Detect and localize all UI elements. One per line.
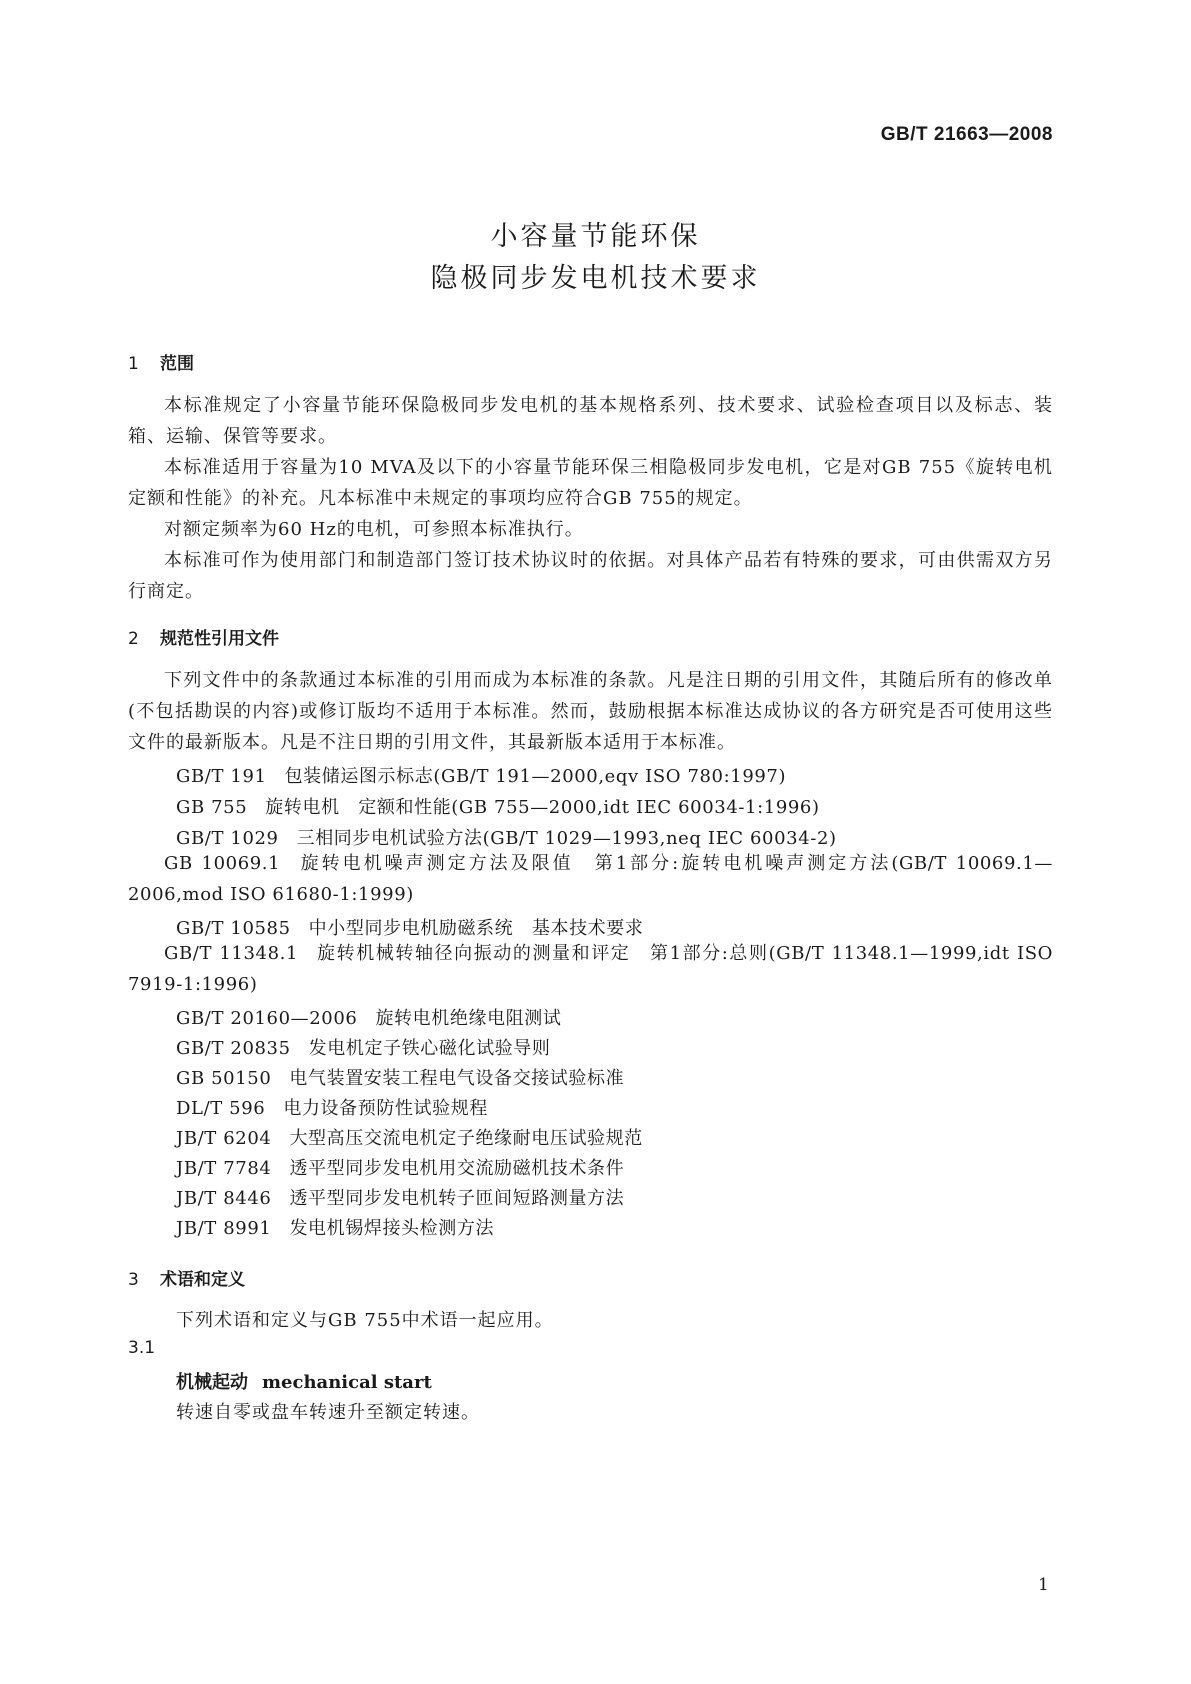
section1-heading <box>128 349 194 374</box>
section3-title: 术语和定义 <box>160 1270 245 1290</box>
reference-item <box>176 1004 561 1030</box>
section2-heading <box>128 624 279 649</box>
reference-text: 包装储运图示标志(GB/T 191—2000,eqv ISO 780:1997) <box>284 766 787 787</box>
section1-paragraph-3: 对额定频率为60 Hz的电机，可参照本标准执行。 <box>164 519 584 540</box>
reference-text: 透平型同步发电机转子匝间短路测量方法 <box>289 1188 625 1209</box>
reference-item <box>176 1154 624 1180</box>
reference-text: 电气装置安装工程电气设备交接试验标准 <box>289 1068 625 1089</box>
reference-text: 旋转电机绝缘电阻测试 <box>375 1008 562 1029</box>
reference-item <box>176 1094 488 1120</box>
reference-text: 大型高压交流电机定子绝缘耐电压试验规范 <box>289 1128 643 1149</box>
reference-code: GB/T 10585 <box>176 918 291 939</box>
subsection-number: 3.1 <box>128 1338 156 1358</box>
reference-item <box>176 1064 624 1090</box>
reference-text: 旋转电机 定额和性能(GB 755—2000,idt IEC 60034-1:1996) <box>265 797 820 818</box>
reference-text: 发电机锡焊接头检测方法 <box>289 1218 495 1239</box>
reference-code: GB/T 20160—2006 <box>176 1008 358 1029</box>
reference-item <box>128 938 1053 1000</box>
reference-code: GB 50150 <box>176 1068 272 1089</box>
term-en: mechanical start <box>262 1372 432 1393</box>
section2-intro: 下列文件中的条款通过本标准的引用而成为本标准的条款。凡是注日期的引用文件，其随后所有的修改单(不包括勘误的内容)或修订版均不适用于本标准。然而，鼓励根据本标准达成协议的各方研究是否可使用这些文件的最新版本。凡是不注日期的引用文件，其最新版本适用于本标准。 <box>128 670 1053 753</box>
reference-code: GB/T 11348.1 <box>164 943 299 964</box>
reference-text: 中小型同步电机励磁系统 基本技术要求 <box>308 918 644 939</box>
reference-text: 旋转机械转轴径向振动的测量和评定 第1部分:总则(GB/T 11348.1—1999,idt ISO 7919-1:1996) <box>128 943 1053 995</box>
reference-code: GB/T 20835 <box>176 1038 291 1059</box>
reference-item <box>176 914 643 940</box>
reference-text: 发电机定子铁心磁化试验导则 <box>308 1038 551 1059</box>
reference-code: GB 10069.1 <box>164 853 281 874</box>
section1-title: 范围 <box>160 354 194 374</box>
reference-item <box>176 762 786 788</box>
section3-heading <box>128 1265 245 1290</box>
page-title-line2: 隐极同步发电机技术要求 <box>430 263 761 294</box>
section2-title: 规范性引用文件 <box>160 629 279 649</box>
page-title-line1: 小容量节能环保 <box>490 221 701 252</box>
reference-text: 透平型同步发电机用交流励磁机技术条件 <box>289 1158 625 1179</box>
reference-item <box>176 824 837 850</box>
reference-code: GB/T 1029 <box>176 828 279 849</box>
reference-item <box>176 1214 494 1240</box>
reference-text: 旋转电机噪声测定方法及限值 第1部分:旋转电机噪声测定方法(GB/T 10069.1—2006,mod ISO 61680-1:1999) <box>128 853 1053 905</box>
section3-intro: 下列术语和定义与GB 755中术语一起应用。 <box>176 1310 554 1331</box>
standard-code: GB/T 21663—2008 <box>880 124 1053 145</box>
reference-code: GB/T 191 <box>176 766 267 787</box>
reference-item <box>176 1124 643 1150</box>
reference-code: GB 755 <box>176 797 248 818</box>
section3-number: 3 <box>128 1270 139 1290</box>
term-definition: 转速自零或盘车转速升至额定转速。 <box>176 1402 480 1423</box>
reference-text: 电力设备预防性试验规程 <box>283 1098 488 1119</box>
section1-number: 1 <box>128 354 139 374</box>
reference-code: JB/T 6204 <box>176 1128 272 1149</box>
section1-paragraph-4: 本标准可作为使用部门和制造部门签订技术协议时的依据。对具体产品若有特殊的要求，可由供需双方另行商定。 <box>128 550 1053 602</box>
reference-item <box>176 1034 550 1060</box>
reference-code: JB/T 8991 <box>176 1218 272 1239</box>
reference-text: 三相同步电机试验方法(GB/T 1029—1993,neq IEC 60034-2) <box>296 828 837 849</box>
reference-code: JB/T 7784 <box>176 1158 272 1179</box>
page-number: 1 <box>1038 1575 1049 1595</box>
section1-paragraph-2: 本标准适用于容量为10 MVA及以下的小容量节能环保三相隐极同步发电机，它是对GB 755《旋转电机 定额和性能》的补充。凡本标准中未规定的事项均应符合GB 755的规定。 <box>128 457 1072 509</box>
term-entry <box>176 1368 432 1394</box>
reference-item <box>176 1184 624 1210</box>
reference-code: JB/T 8446 <box>176 1188 272 1209</box>
term-zh: 机械起动 <box>176 1372 248 1393</box>
section2-number: 2 <box>128 629 139 649</box>
reference-item <box>128 848 1053 910</box>
reference-item <box>176 793 820 819</box>
section1-paragraph-1: 本标准规定了小容量节能环保隐极同步发电机的基本规格系列、技术要求、试验检查项目以及标志、装箱、运输、保管等要求。 <box>128 395 1053 447</box>
reference-code: DL/T 596 <box>176 1098 266 1119</box>
